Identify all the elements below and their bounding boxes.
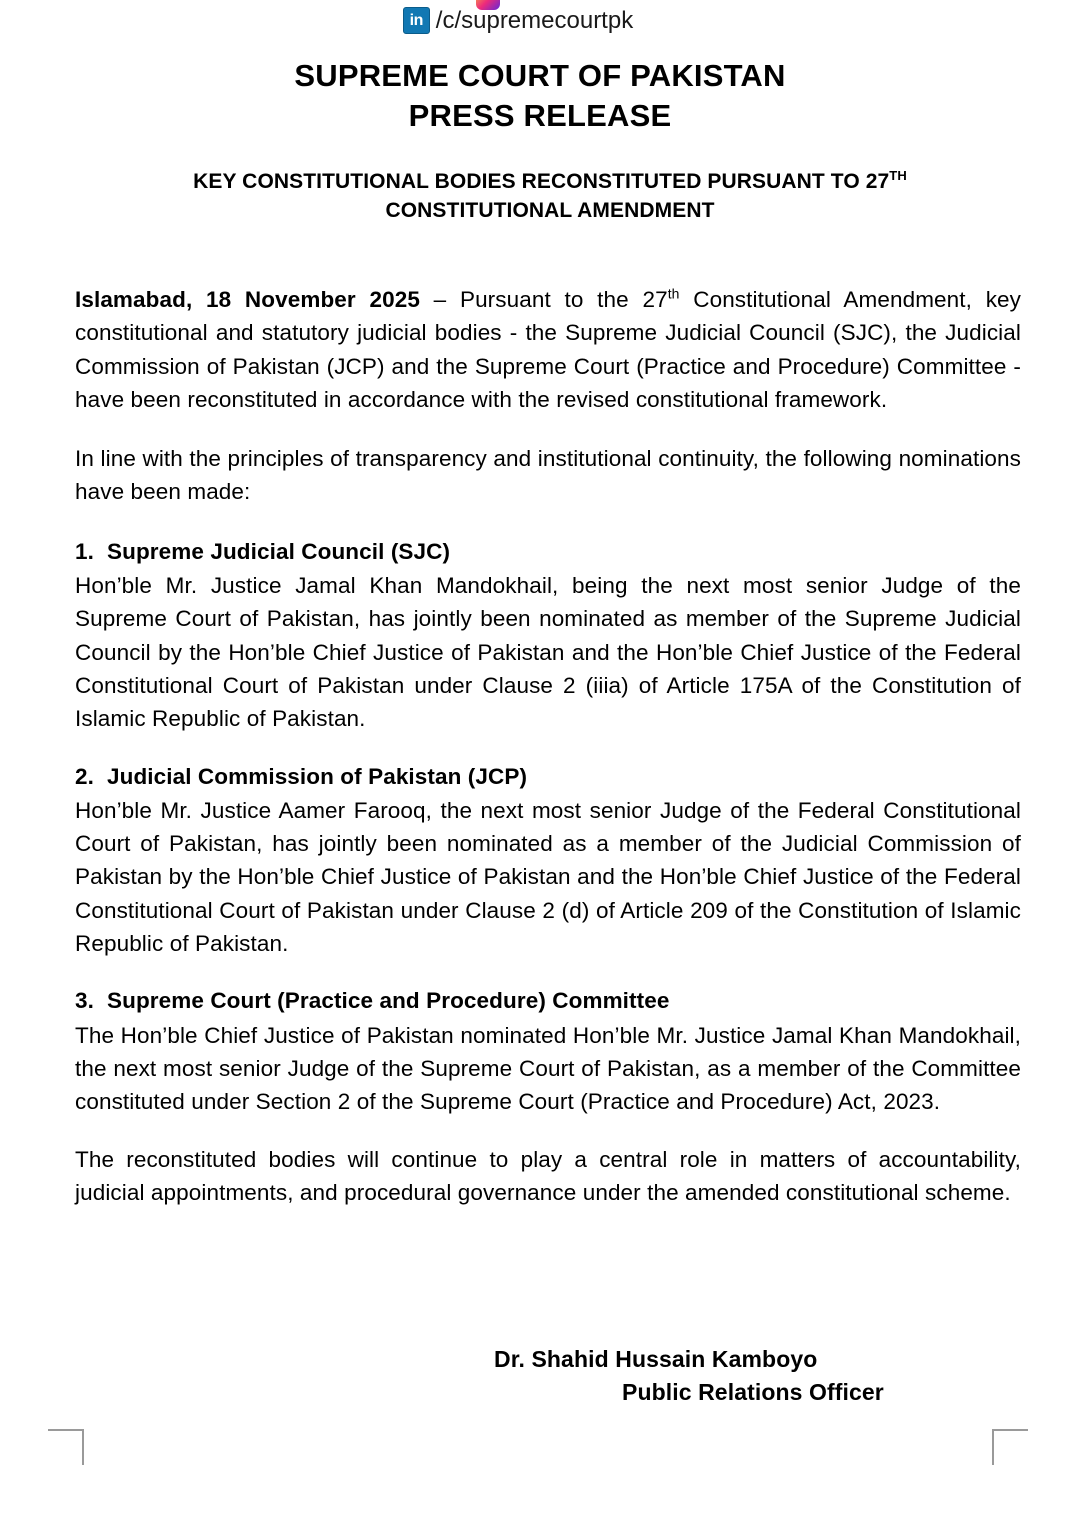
section-sjc	[75, 535, 1021, 736]
section-text-2: Hon’ble Mr. Justice Aamer Farooq, the next most senior Judge of the Federal Constitutional Court of Pakistan, has jointly been nominated as a member of the Judicial Commission of Pakistan by the Hon’ble Chief Justice of Pakistan and the Hon’ble Chief Justice of the Federal Constitutional Court of Pakistan under Clause 2 (d) of Article 209 of the Constitution of Islamic Republic of Pakistan.	[75, 797, 1021, 957]
section-number-3: 3.	[75, 988, 94, 1014]
section-jcp	[75, 760, 1021, 961]
section-text-3: The Hon’ble Chief Justice of Pakistan nominated Hon’ble Mr. Justice Jamal Khan Mandokhail, the next most senior Judge of the Supreme Court of Pakistan, as a member of the Committee constituted under Section 2 of the Supreme Court (Practice and Procedure) Act, 2023.	[75, 1022, 1021, 1115]
section-heading-sjc	[75, 535, 1021, 568]
linkedin-icon[interactable]: in	[403, 7, 430, 34]
section-text-1: Hon’ble Mr. Justice Jamal Khan Mandokhail, being the next most senior Judge of the Supreme Court of Pakistan, has jointly been nominated as member of the Supreme Judicial Council by the Hon’ble Chief Justice of Pakistan and the Hon’ble Chief Justice of the Federal Constitutional Court of Pakistan under Clause 2 (iiia) of Article 175A of the Constitution of Islamic Republic of Pakistan.	[75, 573, 1021, 732]
section-title-3: Supreme Court (Practice and Procedure) Committee	[107, 988, 670, 1014]
page-subtitle-before: KEY CONSTITUTIONAL BODIES RECONSTITUTED PURSUANT TO 27	[193, 170, 890, 193]
page-subtitle-ordinal-suffix: TH	[889, 168, 907, 183]
signatory-name: Dr. Shahid Hussain Kamboyo	[494, 1346, 818, 1372]
social-links-strip	[0, 0, 1080, 34]
closing-paragraph: The reconstituted bodies will continue to play a central role in matters of accountability, judicial appointments, and procedural governance under the amended constitutional scheme.	[75, 1146, 1021, 1205]
lead-ordinal-suffix: th	[667, 285, 680, 302]
page-title-line2: PRESS RELEASE	[408, 98, 672, 134]
lead-paragraph-after: Constitutional Amendment, key constitutional and statutory judicial bodies - the Supreme Judicial Council (SJC), the Judicial Commission of Pakistan (JCP) and the Supreme Court (Practice and Procedure) Committee - have been reconstituted in accordance with the revised constitutional framework.	[75, 287, 1022, 412]
section-heading-jcp	[75, 760, 1021, 793]
linkedin-link[interactable]	[403, 7, 633, 34]
page-subtitle	[150, 168, 950, 225]
section-number-2: 2.	[75, 763, 94, 789]
section-practice-procedure-committee	[75, 984, 1021, 1118]
section-title-2: Judicial Commission of Pakistan (JCP)	[107, 763, 528, 789]
section-heading-committee	[75, 984, 1021, 1017]
document-body	[75, 283, 1021, 1209]
section-title-1: Supreme Judicial Council (SJC)	[107, 538, 451, 564]
signatory-role: Public Relations Officer	[622, 1378, 884, 1405]
crop-mark-bottom-left	[48, 1429, 84, 1465]
page-title	[0, 56, 1080, 137]
crop-mark-bottom-right	[992, 1429, 1028, 1465]
lead-paragraph	[75, 283, 1021, 416]
linkedin-handle-text: /c/supremecourtpk	[435, 6, 634, 34]
page-subtitle-after: CONSTITUTIONAL AMENDMENT	[385, 198, 715, 222]
signature-block	[0, 1343, 1080, 1408]
page-title-line1: SUPREME COURT OF PAKISTAN	[294, 58, 786, 93]
lead-paragraph-before: – Pursuant to the 27	[419, 287, 668, 312]
section-number-1: 1.	[75, 538, 94, 564]
dateline: Islamabad, 18 November 2025	[75, 287, 420, 312]
intro-paragraph: In line with the principles of transparency and institutional continuity, the following nominations have been made:	[75, 446, 1021, 505]
